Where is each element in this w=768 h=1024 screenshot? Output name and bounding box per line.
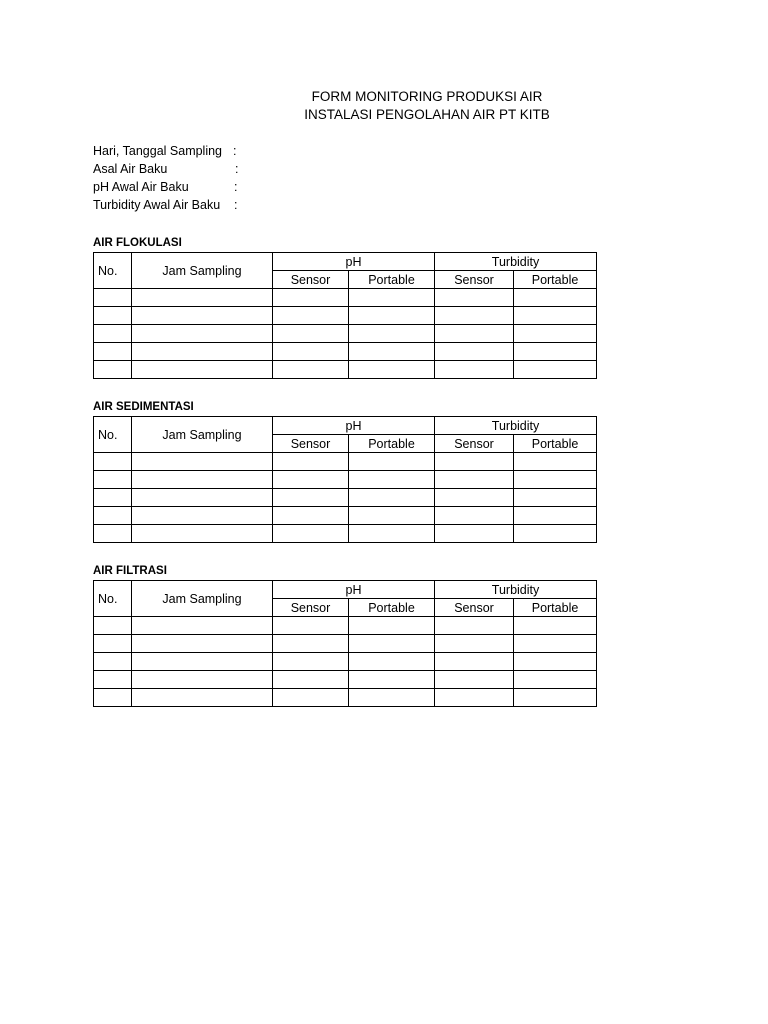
header-turbidity-portable: Portable	[514, 271, 597, 289]
cell-no[interactable]	[94, 325, 132, 343]
cell-no[interactable]	[94, 653, 132, 671]
cell-ph-sensor[interactable]	[273, 671, 349, 689]
cell-turbidity-sensor[interactable]	[435, 653, 514, 671]
cell-ph-sensor[interactable]	[273, 617, 349, 635]
cell-no[interactable]	[94, 471, 132, 489]
info-label: pH Awal Air Baku	[93, 180, 189, 194]
cell-turbidity-sensor[interactable]	[435, 471, 514, 489]
section-title-sedimentasi: AIR SEDIMENTASI	[93, 401, 194, 413]
cell-turbidity-portable[interactable]	[514, 525, 597, 543]
cell-turbidity-portable[interactable]	[514, 289, 597, 307]
cell-ph-sensor[interactable]	[273, 453, 349, 471]
header-turbidity-portable: Portable	[514, 599, 597, 617]
cell-turbidity-sensor[interactable]	[435, 343, 514, 361]
info-row-ph	[93, 178, 238, 196]
cell-ph-portable[interactable]	[349, 653, 435, 671]
cell-turbidity-sensor[interactable]	[435, 307, 514, 325]
info-label: Hari, Tanggal Sampling	[93, 144, 223, 158]
cell-turbidity-portable[interactable]	[514, 671, 597, 689]
cell-jam[interactable]	[132, 307, 273, 325]
cell-turbidity-portable[interactable]	[514, 653, 597, 671]
table-row	[94, 343, 597, 361]
table-row	[94, 289, 597, 307]
cell-ph-sensor[interactable]	[273, 307, 349, 325]
cell-jam[interactable]	[132, 453, 273, 471]
cell-ph-sensor[interactable]	[273, 289, 349, 307]
table-row	[94, 635, 597, 653]
info-row-source	[93, 160, 239, 178]
cell-turbidity-portable[interactable]	[514, 453, 597, 471]
table-flokulasi	[93, 252, 597, 379]
table-row	[94, 453, 597, 471]
header-ph: pH	[273, 417, 435, 435]
cell-jam[interactable]	[132, 289, 273, 307]
header-ph-sensor: Sensor	[273, 599, 349, 617]
table-row	[94, 507, 597, 525]
header-turbidity: Turbidity	[435, 417, 597, 435]
cell-no[interactable]	[94, 289, 132, 307]
info-label: Turbidity Awal Air Baku	[93, 198, 221, 212]
cell-turbidity-sensor[interactable]	[435, 617, 514, 635]
cell-no[interactable]	[94, 307, 132, 325]
table-row	[94, 361, 597, 379]
info-colon: :	[233, 144, 237, 158]
table-row	[94, 653, 597, 671]
cell-turbidity-sensor[interactable]	[435, 689, 514, 707]
cell-jam[interactable]	[132, 525, 273, 543]
header-turbidity: Turbidity	[435, 253, 597, 271]
cell-ph-portable[interactable]	[349, 343, 435, 361]
table-row	[94, 671, 597, 689]
header-ph: pH	[273, 581, 435, 599]
table-filtrasi	[93, 580, 597, 707]
info-row-turbidity	[93, 196, 238, 214]
cell-no[interactable]	[94, 525, 132, 543]
form-title-line-1: FORM MONITORING PRODUKSI AIR	[311, 89, 543, 104]
cell-no[interactable]	[94, 689, 132, 707]
header-turbidity-portable: Portable	[514, 435, 597, 453]
cell-turbidity-sensor[interactable]	[435, 489, 514, 507]
cell-turbidity-portable[interactable]	[514, 635, 597, 653]
cell-turbidity-sensor[interactable]	[435, 361, 514, 379]
cell-jam[interactable]	[132, 507, 273, 525]
cell-ph-portable[interactable]	[349, 671, 435, 689]
section-title-flokulasi: AIR FLOKULASI	[93, 237, 182, 249]
cell-ph-portable[interactable]	[349, 507, 435, 525]
cell-turbidity-portable[interactable]	[514, 307, 597, 325]
cell-jam[interactable]	[132, 343, 273, 361]
header-jam-sampling: Jam Sampling	[132, 581, 273, 617]
cell-no[interactable]	[94, 453, 132, 471]
cell-jam[interactable]	[132, 325, 273, 343]
header-turbidity: Turbidity	[435, 581, 597, 599]
table-row	[94, 307, 597, 325]
cell-no[interactable]	[94, 343, 132, 361]
cell-ph-portable[interactable]	[349, 325, 435, 343]
header-ph-portable: Portable	[349, 435, 435, 453]
info-label: Asal Air Baku	[93, 162, 168, 176]
cell-ph-sensor[interactable]	[273, 325, 349, 343]
cell-turbidity-portable[interactable]	[514, 361, 597, 379]
table-row	[94, 689, 597, 707]
cell-ph-sensor[interactable]	[273, 361, 349, 379]
cell-ph-sensor[interactable]	[273, 653, 349, 671]
cell-no[interactable]	[94, 489, 132, 507]
cell-jam[interactable]	[132, 617, 273, 635]
cell-turbidity-sensor[interactable]	[435, 671, 514, 689]
header-ph-sensor: Sensor	[273, 271, 349, 289]
cell-ph-portable[interactable]	[349, 471, 435, 489]
cell-turbidity-portable[interactable]	[514, 343, 597, 361]
cell-ph-portable[interactable]	[349, 307, 435, 325]
cell-no[interactable]	[94, 361, 132, 379]
cell-turbidity-sensor[interactable]	[435, 507, 514, 525]
header-turbidity-sensor: Sensor	[435, 271, 514, 289]
cell-ph-portable[interactable]	[349, 453, 435, 471]
cell-turbidity-portable[interactable]	[514, 471, 597, 489]
cell-turbidity-portable[interactable]	[514, 689, 597, 707]
section-title-filtrasi: AIR FILTRASI	[93, 565, 167, 577]
cell-no[interactable]	[94, 635, 132, 653]
header-no: No.	[94, 417, 132, 453]
cell-ph-portable[interactable]	[349, 289, 435, 307]
header-turbidity-sensor: Sensor	[435, 435, 514, 453]
cell-jam[interactable]	[132, 653, 273, 671]
cell-turbidity-sensor[interactable]	[435, 289, 514, 307]
table-row	[94, 617, 597, 635]
cell-turbidity-portable[interactable]	[514, 617, 597, 635]
cell-jam[interactable]	[132, 361, 273, 379]
cell-ph-portable[interactable]	[349, 489, 435, 507]
cell-ph-portable[interactable]	[349, 525, 435, 543]
header-ph-portable: Portable	[349, 271, 435, 289]
cell-no[interactable]	[94, 507, 132, 525]
cell-turbidity-sensor[interactable]	[435, 525, 514, 543]
cell-jam[interactable]	[132, 489, 273, 507]
table-row	[94, 489, 597, 507]
cell-no[interactable]	[94, 617, 132, 635]
header-ph-sensor: Sensor	[273, 435, 349, 453]
cell-turbidity-sensor[interactable]	[435, 635, 514, 653]
header-no: No.	[94, 253, 132, 289]
cell-turbidity-sensor[interactable]	[435, 453, 514, 471]
cell-ph-sensor[interactable]	[273, 343, 349, 361]
cell-ph-sensor[interactable]	[273, 635, 349, 653]
cell-ph-sensor[interactable]	[273, 525, 349, 543]
cell-turbidity-sensor[interactable]	[435, 325, 514, 343]
info-colon: :	[234, 198, 238, 212]
cell-no[interactable]	[94, 671, 132, 689]
cell-jam[interactable]	[132, 689, 273, 707]
table-row	[94, 325, 597, 343]
info-colon: :	[234, 180, 238, 194]
cell-ph-portable[interactable]	[349, 635, 435, 653]
info-row-date	[93, 142, 237, 160]
form-title-line-2: INSTALASI PENGOLAHAN AIR PT KITB	[304, 107, 550, 122]
cell-jam[interactable]	[132, 635, 273, 653]
cell-ph-portable[interactable]	[349, 361, 435, 379]
table-row	[94, 525, 597, 543]
cell-ph-sensor[interactable]	[273, 471, 349, 489]
cell-turbidity-portable[interactable]	[514, 489, 597, 507]
cell-ph-sensor[interactable]	[273, 489, 349, 507]
info-colon: :	[235, 162, 239, 176]
header-jam-sampling: Jam Sampling	[132, 253, 273, 289]
header-turbidity-sensor: Sensor	[435, 599, 514, 617]
table-row	[94, 471, 597, 489]
cell-ph-sensor[interactable]	[273, 689, 349, 707]
table-sedimentasi	[93, 416, 597, 543]
cell-jam[interactable]	[132, 671, 273, 689]
header-ph-portable: Portable	[349, 599, 435, 617]
cell-jam[interactable]	[132, 471, 273, 489]
cell-turbidity-portable[interactable]	[514, 507, 597, 525]
header-ph: pH	[273, 253, 435, 271]
header-jam-sampling: Jam Sampling	[132, 417, 273, 453]
header-no: No.	[94, 581, 132, 617]
cell-turbidity-portable[interactable]	[514, 325, 597, 343]
cell-ph-sensor[interactable]	[273, 507, 349, 525]
cell-ph-portable[interactable]	[349, 617, 435, 635]
cell-ph-portable[interactable]	[349, 689, 435, 707]
